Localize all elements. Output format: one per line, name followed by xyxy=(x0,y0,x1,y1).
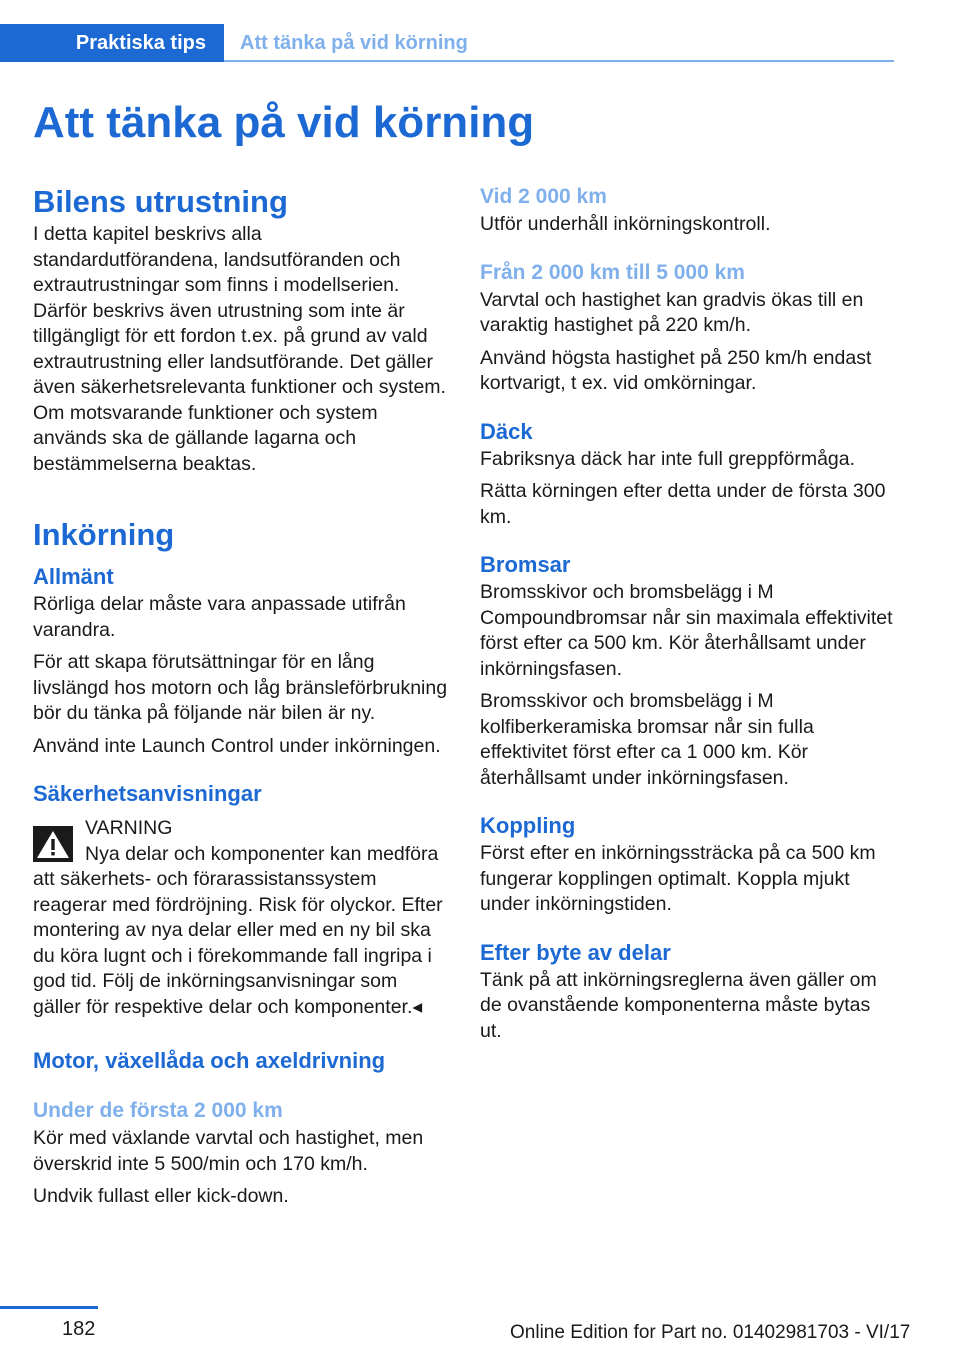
heading-fran-2000: Från 2 000 km till 5 000 km xyxy=(480,260,745,284)
text-fran-1: Varvtal och hastighet kan gradvis ökas till en varaktig hastighet på 220 km/h. xyxy=(480,288,864,336)
header-bar xyxy=(0,24,894,62)
heading-inkorning: Inkörning xyxy=(33,517,175,552)
footer-edition: Online Edition for Part no. 01402981703 - VI/17 xyxy=(510,1322,911,1343)
text-vid-2000: Utför underhåll inkörningskontroll. xyxy=(480,213,771,235)
text-dack-2: Rätta körningen efter detta under de första 300 km. xyxy=(480,480,886,528)
text-dack-1: Fabriksnya däck har inte full greppförmåga. xyxy=(480,447,856,470)
text-bromsar-2: Bromsskivor och bromsbelägg i M kolfiberkeramiska bromsar når sin fulla effektivitet först efter ca 1 000 km. Kör återhållsamt under inkörningsfasen. xyxy=(480,690,814,789)
text-bilens-utrustning: I detta kapitel beskrivs alla standardutförandena, landsutföranden och extrautrustningar som finns i modellserien. Därför beskrivs även utrustning som inte är tillgängligt för ett fordon t.ex. på grund av vald extrautrustning eller landsutförande. Det gäller även säkerhetsrelevanta funktioner och system. Om motsvarande funktioner och system används ska de gällande lagarna och bestämmelserna beaktas. xyxy=(33,223,446,475)
warning-title: VARNING xyxy=(85,817,173,839)
heading-bilens-utrustning: Bilens utrustning xyxy=(33,184,288,219)
warning-text-rest: att säkerhets- och förarassistanssystem reagerar med fördröjning. Risk för olyckor. Efter montering av nya delar eller med en ny bil ska du köra lugnt och i förekommande fall ingripa i god tid. Följ de inkörningsanvisningar som gäller för respektive delar och komponenter.◂ xyxy=(33,868,443,1018)
tab-praktiska-tips[interactable]: Praktiska tips xyxy=(0,24,224,62)
text-allmant-2: För att skapa förutsättningar för en lång livslängd hos motorn och låg bränsleförbrukning bör du tänka på följande när bilen är ny. xyxy=(33,651,448,724)
text-under-2: Undvik fullast eller kick-down. xyxy=(33,1185,289,1207)
page-number: 182 xyxy=(62,1318,96,1340)
text-fran-2: Använd högsta hastighet på 250 km/h endast kortvarigt, t ex. vid omkörningar. xyxy=(480,346,872,394)
header-divider xyxy=(224,60,894,62)
text-efter-byte: Tänk på att inkörningsreglerna även gäller om de ovanstående komponenterna måste bytas ut. xyxy=(480,968,877,1042)
left-column xyxy=(33,182,448,1210)
heading-vid-2000: Vid 2 000 km xyxy=(480,185,607,208)
heading-koppling: Koppling xyxy=(480,813,576,838)
warning-text xyxy=(33,842,448,1021)
warning-text-first: Nya delar och komponenter kan medföra xyxy=(85,842,439,865)
heading-motor: Motor, växellåda och axeldrivning xyxy=(33,1048,386,1073)
footer-divider xyxy=(0,1306,98,1309)
heading-bromsar: Bromsar xyxy=(480,552,571,577)
right-column xyxy=(480,182,896,1044)
warning-triangle-icon xyxy=(33,826,73,862)
heading-sakerhetsanvisningar: Säkerhetsanvisningar xyxy=(33,781,262,806)
heading-allmant: Allmänt xyxy=(33,564,114,589)
tab-att-tanka-pa[interactable]: Att tänka på vid körning xyxy=(240,31,468,54)
page-title: Att tänka på vid körning xyxy=(33,98,535,147)
heading-under-forsta: Under de första 2 000 km xyxy=(33,1099,283,1122)
text-allmant-1: Rörliga delar måste vara anpassade utifrån varandra. xyxy=(33,593,406,641)
text-koppling: Först efter en inkörningssträcka på ca 500 km fungerar kopplingen optimalt. Koppla mjukt under inkörningstiden. xyxy=(480,842,876,915)
text-under-1: Kör med växlande varvtal och hastighet, men överskrid inte 5 500/min och 170 km/h. xyxy=(33,1127,424,1175)
heading-dack: Däck xyxy=(480,418,533,444)
text-bromsar-1: Bromsskivor och bromsbelägg i M Compoundbromsar når sin maximala effektivitet först efter ca 500 km. Kör återhållsamt under inkörningsfasen. xyxy=(480,581,893,680)
heading-efter-byte: Efter byte av delar xyxy=(480,939,671,965)
text-allmant-3: Använd inte Launch Control under inkörningen. xyxy=(33,734,441,757)
warning-box xyxy=(33,816,448,1020)
